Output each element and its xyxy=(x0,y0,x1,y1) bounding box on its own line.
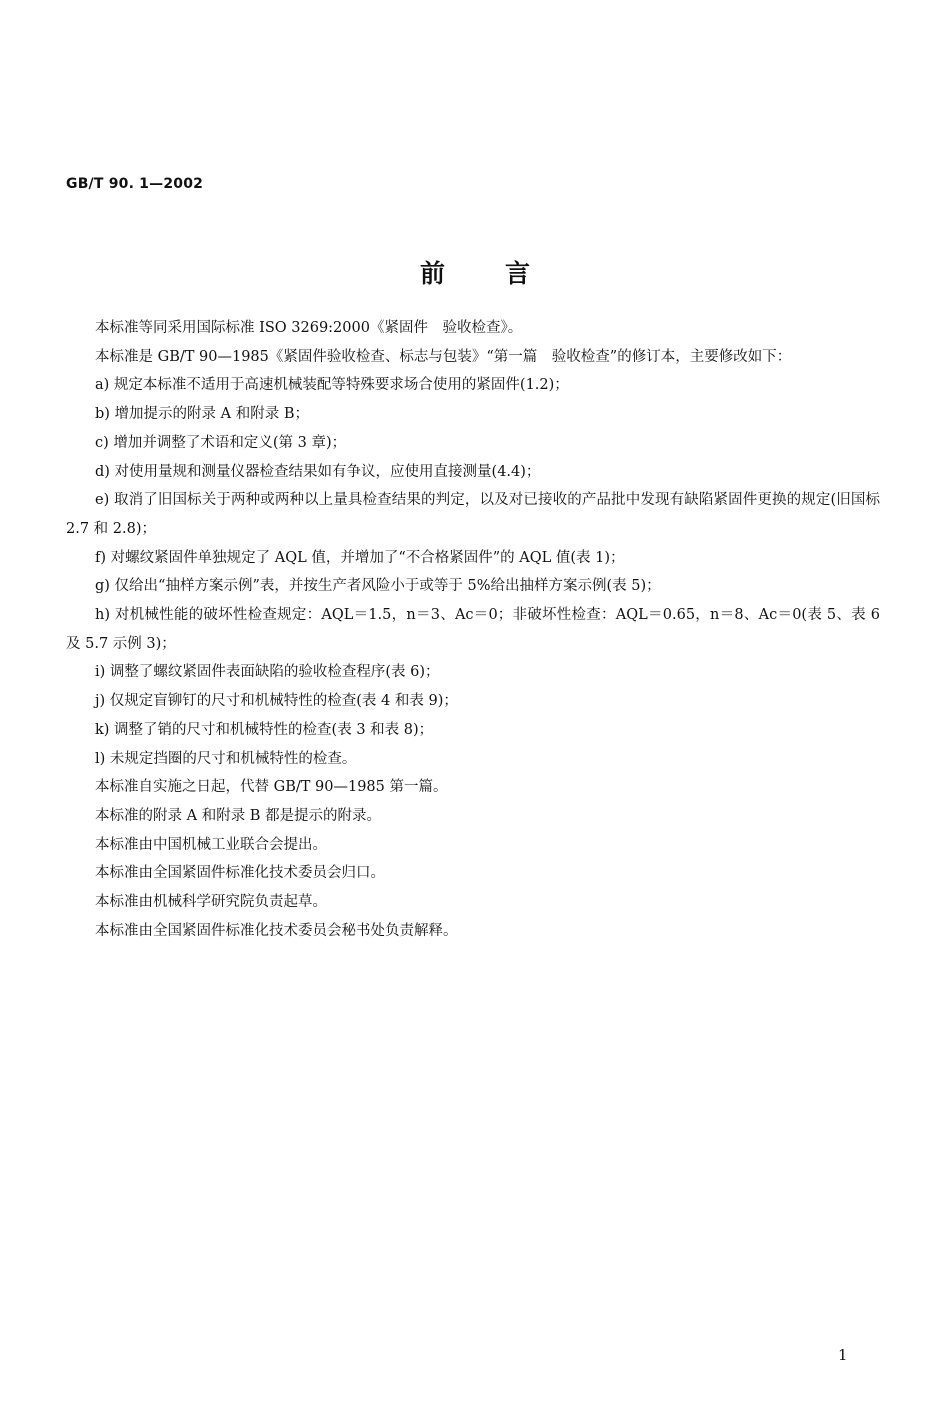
paragraph: 本标准自实施之日起，代替 GB/T 90—1985 第一篇。 xyxy=(95,779,448,796)
page-number: 1 xyxy=(838,1346,848,1364)
list-item: j) 仅规定盲铆钉的尺寸和机械特性的检查(表 4 和表 9)； xyxy=(95,693,458,710)
paragraph: 本标准由全国紧固件标准化技术委员会秘书处负责解释。 xyxy=(95,922,458,939)
list-item: h) 对机械性能的破坏性检查规定：AQL＝1.5，n＝3、Ac＝0；非破坏性检查：AQL＝0.65，n＝8、Ac＝0(表 5、表 6 及 5.7 示例 3)； xyxy=(66,607,880,652)
list-item: i) 调整了螺纹紧固件表面缺陷的验收检查程序(表 6)； xyxy=(95,664,440,681)
list-item: g) 仅给出“抽样方案示例”表，并按生产者风险小于或等于 5%给出抽样方案示例(表 5)； xyxy=(95,578,661,595)
list-item: f) 对螺纹紧固件单独规定了 AQL 值，并增加了“不合格紧固件”的 AQL 值(表 1)； xyxy=(95,549,625,566)
paragraph: 本标准由机械科学研究院负责起草。 xyxy=(95,894,327,911)
list-item: d) 对使用量规和测量仪器检查结果如有争议，应使用直接测量(4.4)； xyxy=(95,463,541,480)
paragraph: 本标准是 GB/T 90—1985《紧固件验收检查、标志与包装》“第一篇 验收检查”的修订本，主要修改如下： xyxy=(95,348,792,365)
paragraph: 本标准由中国机械工业联合会提出。 xyxy=(95,836,327,853)
page-title: 前言 xyxy=(419,259,590,288)
paragraph: 本标准的附录 A 和附录 B 都是提示的附录。 xyxy=(95,807,382,824)
list-item: e) 取消了旧国标关于两种或两种以上量具检查结果的判定，以及对已接收的产品批中发现有缺陷紧固件更换的规定(旧国标 2.7 和 2.8)； xyxy=(66,492,880,537)
list-item: b) 增加提示的附录 A 和附录 B； xyxy=(95,406,310,423)
list-item: c) 增加并调整了术语和定义(第 3 章)； xyxy=(95,434,347,451)
foreword-body xyxy=(66,314,880,945)
list-item: k) 调整了销的尺寸和机械特性的检查(表 3 和表 8)； xyxy=(95,721,434,738)
paragraph: 本标准由全国紧固件标准化技术委员会归口。 xyxy=(95,865,385,882)
paragraph: 本标准等同采用国际标准 ISO 3269:2000《紧固件 验收检查》。 xyxy=(95,320,523,336)
standard-code-header: GB/T 90. 1—2002 xyxy=(66,176,204,192)
list-item: l) 未规定挡圈的尺寸和机械特性的检查。 xyxy=(95,750,357,767)
list-item: a) 规定本标准不适用于高速机械装配等特殊要求场合使用的紧固件(1.2)； xyxy=(95,377,569,394)
